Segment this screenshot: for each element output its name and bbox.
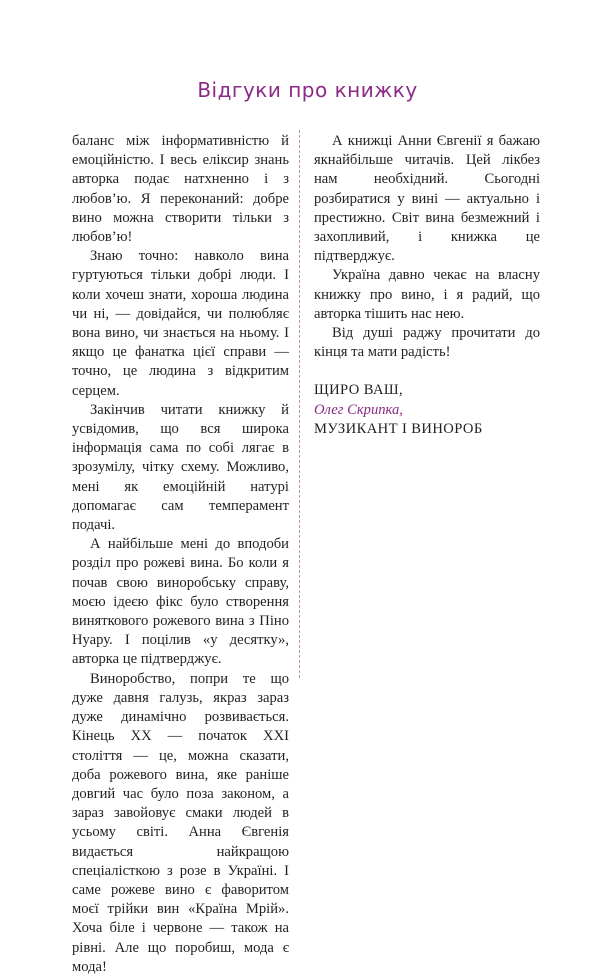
paragraph: Україна давно чекає на власну книжку про вино, і я радий, що авторка тішить нас нею.: [314, 267, 540, 322]
paragraph: А найбільше мені до вподоби розділ про рожеві вина. Бо коли я почав свою виноробську справу, моєю ідеєю фікс було створення виняткового рожевого вина з Піно Нуару. І поцілив «у десятку», авторка це підтверджує.: [72, 536, 289, 668]
paragraph: Від душі раджу прочитати до кінця та мати радість!: [314, 325, 540, 361]
paragraph: Виноробство, попри те що дуже давня галузь, якраз зараз дуже динамічно розвивається. Кінець XX — початок XXI століття — це, можна сказати, доба рожевого вина, яке раніше довгий час було поза законом, а зараз завойовує смаки людей в усьому світі. Анна Євгенія видається найкращою спеціалісткою з розе в Україні. І саме рожеве вино є фаворитом моєї трійки вин «Країна Мрій». Хоча біле і червоне — також на рівні. Але що поробиш, мода є мода!: [72, 670, 289, 975]
signature-block: [314, 381, 540, 440]
column-divider: [299, 130, 300, 678]
signature-role: МУЗИКАНТ І ВИНОРОБ: [314, 421, 483, 438]
right-column: [314, 132, 540, 440]
paragraph: А книжці Анни Євгенії я бажаю якнайбільше читачів. Цей лікбез нам необхідний. Сьогодні розбиратися у вині — актуально і престижно. Світ вина безмежний і захопливий, і книжка це підтверджує.: [314, 133, 540, 265]
left-column: [72, 132, 289, 977]
paragraph: Знаю точно: навколо вина гуртуються тільки добрі люди. І коли хочеш знати, хороша людина чи ні, — довідайся, чи полюбляє вона вино, чи знається на ньому. І якщо це фанатка цієї справи — точно, це людина з відкритим серцем.: [72, 248, 289, 399]
paragraph: баланс між інформативністю й емоційністю. І весь еліксир знань авторка подає натхненно і з любов’ю. Я переконаний: добре вино можна створити тільки з любов’ю!: [72, 133, 289, 246]
signature-closing: ЩИРО ВАШ,: [314, 382, 404, 399]
signature-name: Олег Скрипка,: [314, 401, 403, 418]
page-title: Відгуки про книжку: [197, 78, 418, 102]
paragraph: Закінчив читати книжку й усвідомив, що вся широка інформація сама по собі лягає в зрозумілу, чітку схему. Можливо, мені як емоційній натурі допомагає сам темперамент подачі.: [72, 401, 289, 534]
